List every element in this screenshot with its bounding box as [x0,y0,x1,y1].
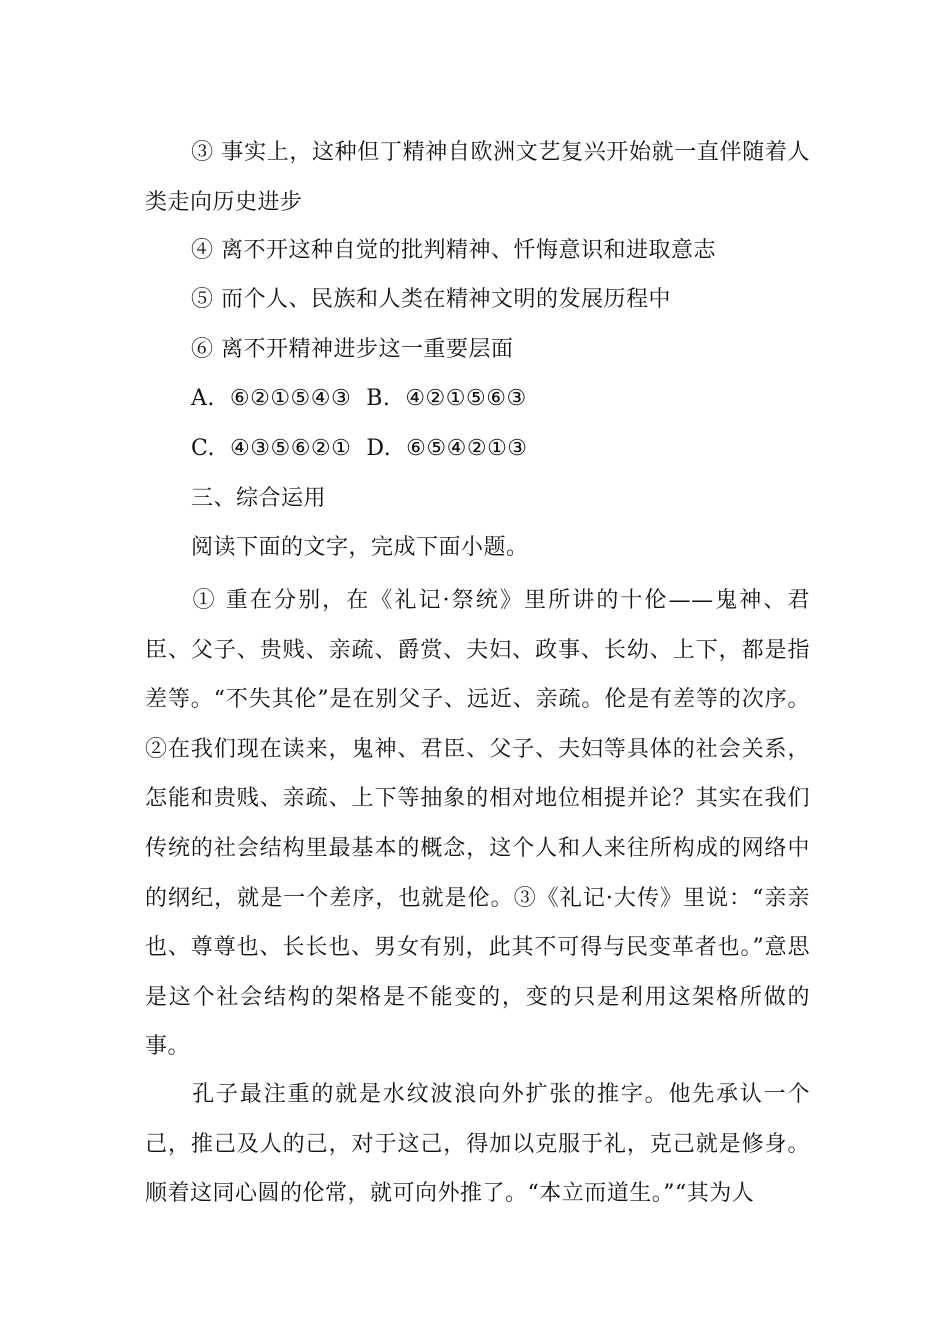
sentence-6: ⑥ 离不开精神进步这一重要层面 [191,337,514,362]
options-row-ab: A. ⑥②①⑤④③ B. ④②①⑤⑥③ [191,386,527,411]
passage-paragraph-1-text: ① 重在分别，在《礼记·祭统》里所讲的十伦——鬼神、君臣、父子、贵贱、亲疏、爵赏、夫妇、政事、长幼、上下，都是指差等。“不失其伦”是在别父子、远近、亲疏。伦是有差等的次序。②在我们现在读来，鬼神、君臣、父子、夫妇等具体的社会关系，怎能和贵贱、亲疏、上下等抽象的相对地位相提并论？其实在我们传统的社会结构里最基本的概念，这个人和人来往所构成的网络中的纲纪，就是一个差序，也就是伦。③《礼记·大传》里说：“亲亲也、尊尊也、长长也、男女有别，此其不可得与民变革者也。”意思是这个社会结构的架格是不能变的，变的只是利用这架格所做的事。 [145,588,810,1060]
section-heading: 三、综合运用 [191,486,327,511]
sentence-3-text: ③ 事实上，这种但丁精神自欧洲文艺复兴开始就一直伴随着人类走向历史进步 [145,140,810,215]
section-instruction: 阅读下面的文字，完成下面小题。 [191,535,529,560]
passage-paragraph-1 [145,576,810,1072]
sentence-3 [145,128,810,227]
sentence-5: ⑤ 而个人、民族和人类在精神文明的发展历程中 [191,287,671,312]
options-row-cd: C. ④③⑤⑥②① D. ⑥⑤④②①③ [191,436,528,461]
passage-paragraph-2-text: 孔子最注重的就是水纹波浪向外扩张的推字。他先承认一个己，推己及人的己，对于这己，得加以克服于礼，克己就是修身。顺着这同心圆的伦常，就可向外推了。“本立而道生。”“其为人 [145,1082,810,1207]
sentence-4: ④ 离不开这种自觉的批判精神、忏悔意识和进取意志 [191,238,716,263]
passage-paragraph-2 [145,1070,810,1219]
